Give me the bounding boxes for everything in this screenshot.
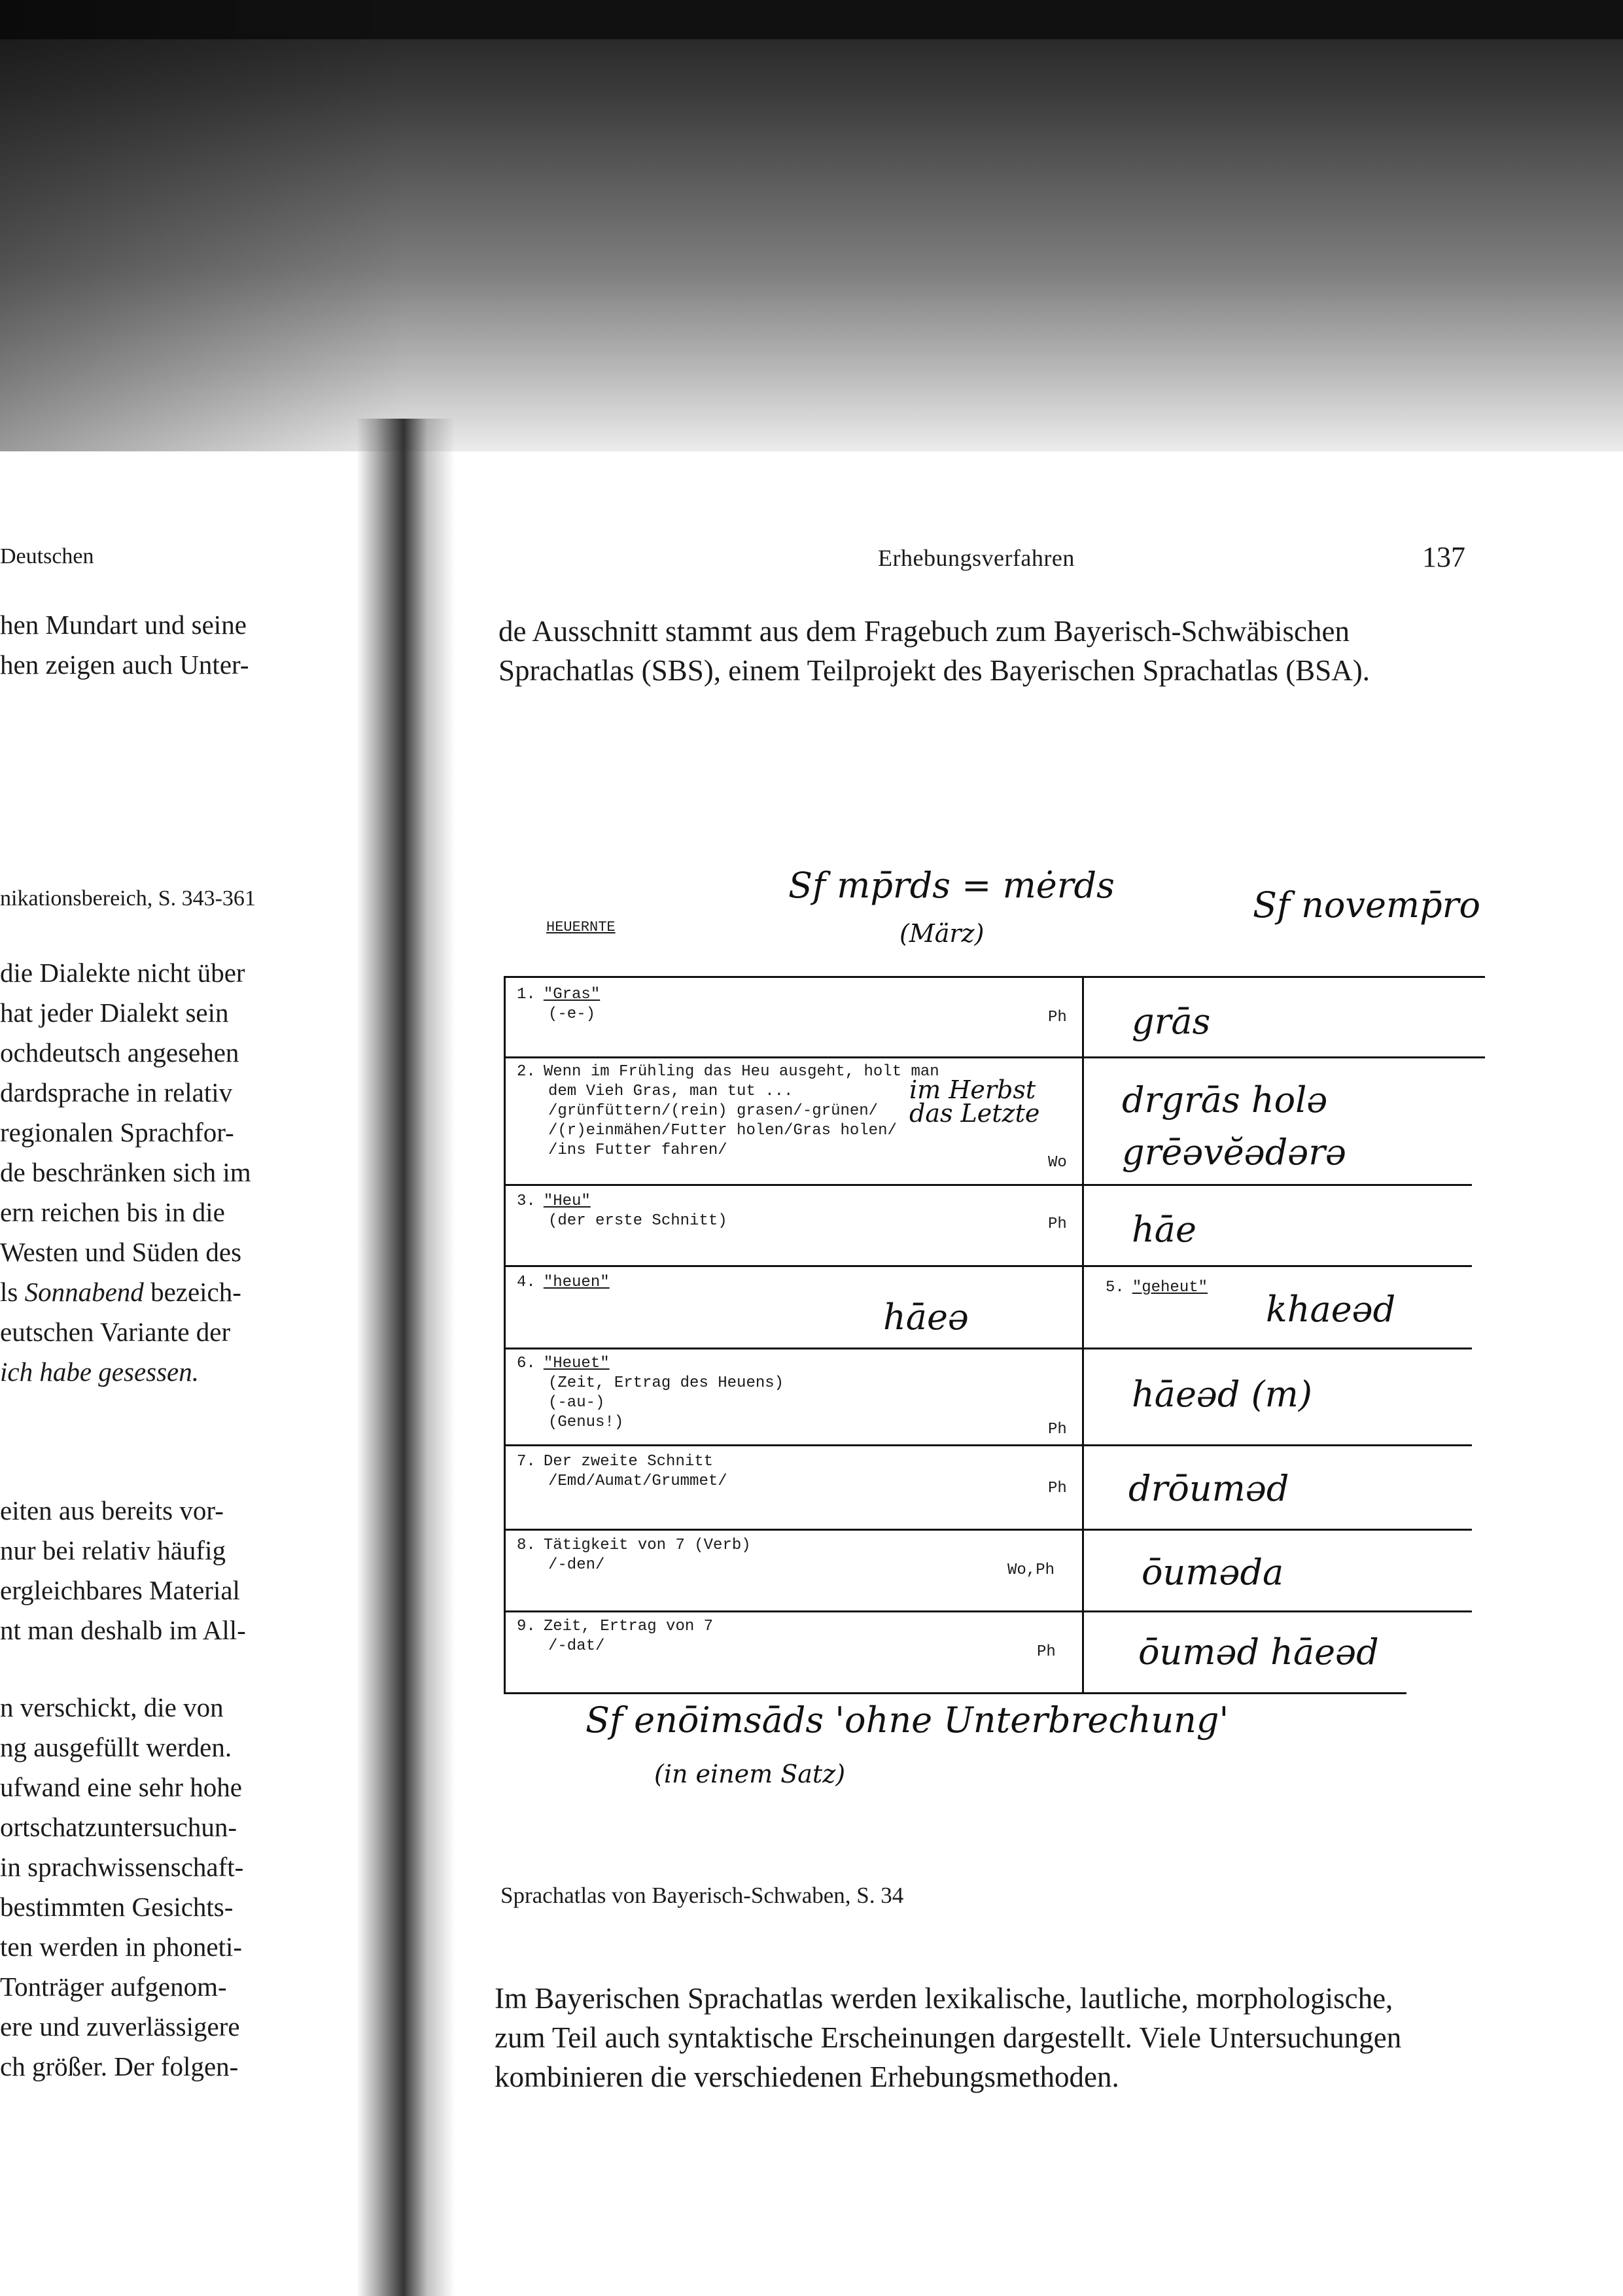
left-page-block-3: eiten aus bereits vor- nur bei relativ häufig ergleichbares Material nt man deshalb im All- bbox=[0, 1495, 246, 1645]
question-1: 1. "Gras" (-e-) bbox=[517, 986, 601, 1023]
handwritten-note-top-left-sub: (März) bbox=[899, 919, 985, 948]
question-5: 5. "geheut" bbox=[1106, 1279, 1208, 1296]
question-9: 9. Zeit, Ertrag von 7 /-dat/ bbox=[517, 1618, 714, 1655]
table-rule bbox=[1082, 976, 1084, 1694]
handwritten-note-bottom-2: (in einem Satz) bbox=[654, 1760, 846, 1788]
question-6: 6. "Heuet" (Zeit, Ertrag des Heuens) (-au-) (Genus!) bbox=[517, 1355, 784, 1431]
question-7: 7. Der zweite Schnitt /Emd/Aumat/Grummet/ bbox=[517, 1453, 727, 1490]
question-7-tag: Ph bbox=[1048, 1480, 1067, 1497]
table-rule bbox=[504, 1265, 1472, 1267]
question-9-tag: Ph bbox=[1037, 1643, 1056, 1661]
handwritten-note-top-right: Sf novemp̄ro bbox=[1253, 884, 1480, 926]
table-rule bbox=[504, 1184, 1472, 1186]
form-title: HEUERNTE bbox=[546, 919, 616, 935]
answer-1: grās bbox=[1132, 1001, 1211, 1042]
question-3-tag: Ph bbox=[1048, 1215, 1067, 1233]
question-4: 4. "heuen" bbox=[517, 1274, 610, 1291]
left-page-block-4: n verschickt, die von ng ausgefüllt werden. ufwand eine sehr hohe ortschatzuntersuchun- in sprachwissenschaft- bestimmten Gesichts- ten werden in phoneti- Tonträger aufgenom- ere und zuverlässigere ch größer. Der folgen- bbox=[0, 1692, 244, 2081]
answer-3: hāe bbox=[1132, 1209, 1196, 1250]
running-head: Erhebungsverfahren bbox=[878, 545, 1075, 571]
table-rule bbox=[504, 1529, 1472, 1531]
table-rule bbox=[504, 976, 506, 1694]
handwritten-note-question-2: im Herbst das Letzte bbox=[909, 1075, 1040, 1128]
table-rule bbox=[504, 1692, 1406, 1694]
handwritten-note-top-left: Sf mp̄rds = mėrds bbox=[788, 865, 1115, 906]
question-8: 8. Tätigkeit von 7 (Verb) /-den/ bbox=[517, 1537, 751, 1574]
table-rule bbox=[504, 1444, 1472, 1446]
book-gutter-shadow bbox=[357, 419, 455, 2296]
answer-2-line-1: drgrās holə bbox=[1122, 1079, 1328, 1121]
left-page-block-1: hen Mundart und seine hen zeigen auch Unter- bbox=[0, 610, 249, 680]
handwritten-note-bottom-1: Sf enōimsāds 'ohne Unterbrechung' bbox=[585, 1699, 1229, 1741]
table-rule bbox=[504, 1610, 1472, 1612]
question-6-tag: Ph bbox=[1048, 1421, 1067, 1438]
table-rule bbox=[504, 1348, 1472, 1349]
page-number: 137 bbox=[1422, 541, 1465, 573]
table-rule bbox=[504, 1056, 1485, 1058]
scan-shadow-top bbox=[0, 0, 1623, 451]
left-page-header: Deutschen bbox=[0, 544, 94, 568]
answer-5: khaeəd bbox=[1266, 1289, 1396, 1330]
answer-7: drōuməd bbox=[1128, 1468, 1289, 1509]
answer-9: ōuməd hāeəd bbox=[1138, 1631, 1379, 1673]
question-8-tag: Wo,Ph bbox=[1007, 1561, 1055, 1579]
answer-4: hāeə bbox=[883, 1296, 969, 1338]
intro-paragraph: de Ausschnitt stammt aus dem Fragebuch zum Bayerisch-Schwäbischen Sprachatlas (SBS), einem Teilprojekt des Bayerischen Sprachatlas (BSA). bbox=[498, 615, 1370, 687]
left-page-reference: nikationsbereich, S. 343-361 bbox=[0, 886, 256, 911]
question-3: 3. "Heu" (der erste Schnitt) bbox=[517, 1192, 727, 1230]
answer-6: hāeəd (m) bbox=[1132, 1374, 1312, 1415]
question-2: 2. Wenn im Frühling das Heu ausgeht, holt man dem Vieh Gras, man tut ... /grünfüttern/(rein) grasen/-grünen/ /(r)einmähen/Futter holen/Gras holen/ /ins Futter fahren/ bbox=[517, 1063, 939, 1159]
question-2-tag: Wo bbox=[1048, 1154, 1067, 1172]
questionnaire-table bbox=[504, 976, 1485, 1696]
answer-2-line-2: grēəvĕədərə bbox=[1122, 1132, 1347, 1173]
left-page-block-2: die Dialekte nicht über hat jeder Dialekt sein ochdeutsch angesehen dardsprache in relativ regionalen Sprachfor- de beschränken sich im ern reichen bis in die Westen und Süden des ls Sonnabend bezeich- eutschen Variante der ich habe gesessen. bbox=[0, 958, 251, 1387]
table-rule bbox=[504, 976, 1485, 978]
scan-shadow-left bbox=[0, 0, 406, 451]
closing-paragraph: Im Bayerischen Sprachatlas werden lexikalische, lautliche, morphologische, zum Teil auch syntaktische Erscheinungen dargestellt. Viele Untersuchungen kombinieren die verschiedenen Erhebungsmethoden. bbox=[495, 1982, 1402, 2093]
answer-8: ōuməda bbox=[1142, 1552, 1284, 1593]
question-1-tag: Ph bbox=[1048, 1009, 1067, 1026]
figure-caption: Sprachatlas von Bayerisch-Schwaben, S. 34 bbox=[500, 1883, 904, 1908]
